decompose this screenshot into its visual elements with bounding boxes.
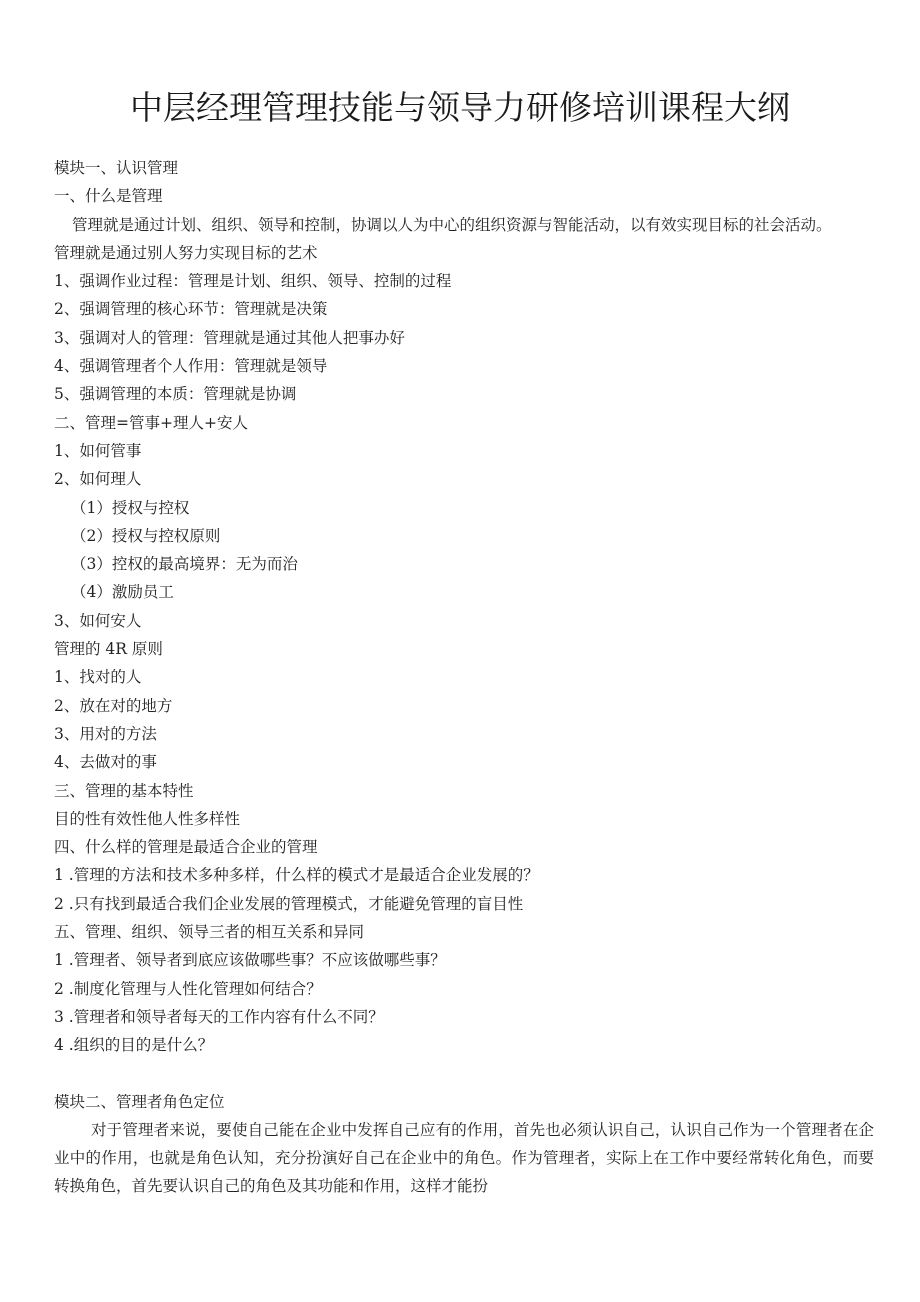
spacer bbox=[54, 1060, 874, 1088]
sub-list-item: （1）授权与控权 bbox=[71, 498, 190, 517]
sub-list-item: （3）控权的最高境界：无为而治 bbox=[71, 555, 298, 574]
list-item: 4、强调管理者个人作用：管理就是领导 bbox=[54, 357, 328, 376]
sub-list-item: （4）激励员工 bbox=[71, 583, 174, 602]
module-heading: 模块二、管理者角色定位 bbox=[54, 1092, 225, 1111]
sub-list-item: （2）授权与控权原则 bbox=[71, 526, 221, 545]
paragraph: 管理就是通过计划、组织、领导和控制，协调以人为中心的组织资源与智能活动，以有效实现目标的社会活动。 bbox=[72, 215, 832, 234]
list-item: 1 .管理的方法和技术多种多样，什么样的模式才是最适合企业发展的？ bbox=[54, 866, 539, 885]
section-heading: 三、管理的基本特性 bbox=[54, 781, 194, 800]
list-item: 1、如何管事 bbox=[54, 441, 142, 460]
list-item: 2 .只有找到最适合我们企业发展的管理模式，才能避免管理的盲目性 bbox=[54, 894, 524, 913]
document-body bbox=[54, 154, 874, 1201]
list-item: 2、如何理人 bbox=[54, 470, 142, 489]
text-line: 管理的 4R 原则 bbox=[54, 640, 163, 659]
section-heading: 一、什么是管理 bbox=[54, 187, 163, 206]
text-line: 目的性有效性他人性多样性 bbox=[54, 809, 241, 828]
document-title: 中层经理管理技能与领导力研修培训课程大纲 bbox=[130, 88, 790, 127]
section-heading: 五、管理、组织、领导三者的相互关系和异同 bbox=[54, 923, 365, 942]
list-item: 3、强调对人的管理：管理就是通过其他人把事办好 bbox=[54, 328, 405, 347]
list-item: 2、放在对的地方 bbox=[54, 696, 173, 715]
list-item: 2、强调管理的核心环节：管理就是决策 bbox=[54, 300, 328, 319]
list-item: 5、强调管理的本质：管理就是协调 bbox=[54, 385, 297, 404]
section-heading: 四、什么样的管理是最适合企业的管理 bbox=[54, 838, 318, 857]
paragraph: 对于管理者来说，要使自己能在企业中发挥自己应有的作用，首先也必须认识自己，认识自己作为一个管理者在企业中的作用，也就是角色认知，充分扮演好自己在企业中的角色。作为管理者，实际上在工作中要经常转化角色，而要转换角色，首先要认识自己的角色及其功能和作用，这样才能扮 bbox=[54, 1120, 874, 1196]
section-heading: 二、管理=管事+理人+安人 bbox=[54, 413, 248, 432]
list-item: 3、如何安人 bbox=[54, 611, 142, 630]
list-item: 1、强调作业过程：管理是计划、组织、领导、控制的过程 bbox=[54, 272, 452, 291]
list-item: 3、用对的方法 bbox=[54, 724, 157, 743]
list-item: 3 .管理者和领导者每天的工作内容有什么不同？ bbox=[54, 1007, 384, 1026]
module-heading: 模块一、认识管理 bbox=[54, 159, 179, 177]
text-line: 管理就是通过别人努力实现目标的艺术 bbox=[54, 243, 318, 262]
list-item: 1、找对的人 bbox=[54, 668, 142, 687]
list-item: 4、去做对的事 bbox=[54, 753, 157, 772]
list-item: 2 .制度化管理与人性化管理如何结合？ bbox=[54, 979, 322, 998]
list-item: 1 .管理者、领导者到底应该做哪些事？不应该做哪些事？ bbox=[54, 951, 446, 970]
list-item: 4 .组织的目的是什么？ bbox=[54, 1036, 214, 1055]
